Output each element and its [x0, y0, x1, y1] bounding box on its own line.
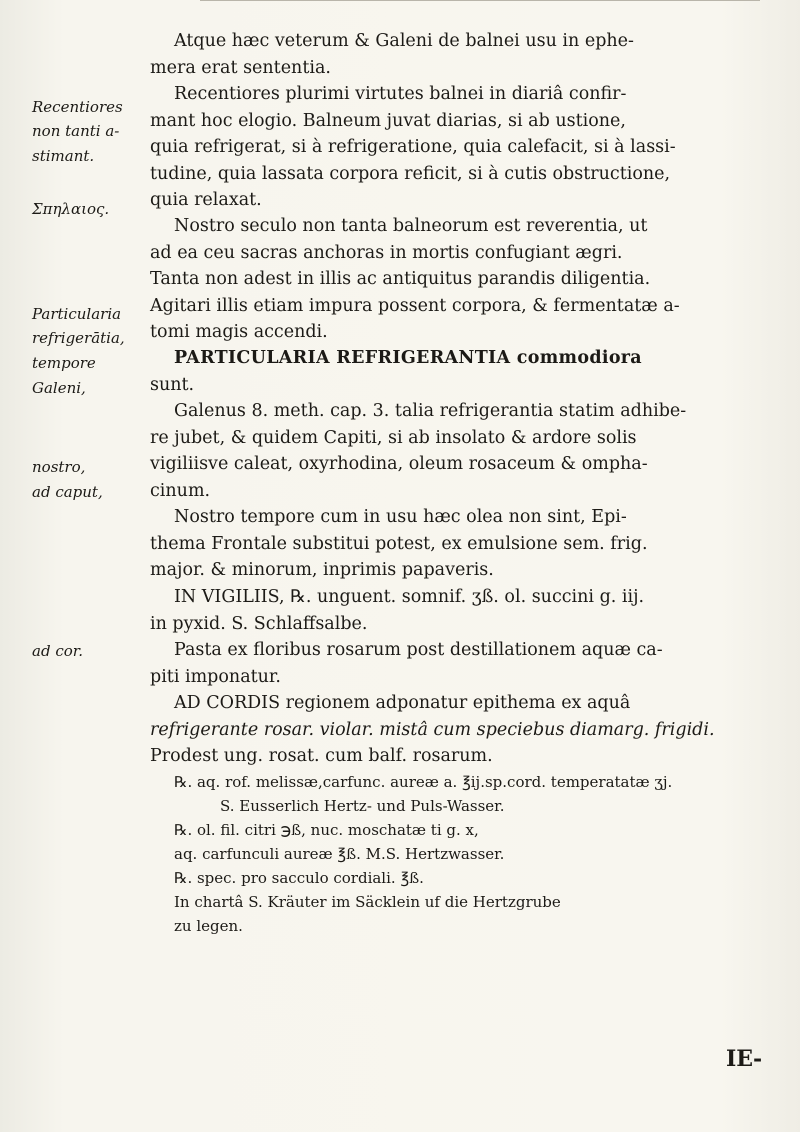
text-line: in pyxid. S. Schlaffsalbe. [150, 613, 368, 634]
text-line: vigiliisve caleat, oxyrhodina, oleum rosaceum & ompha- [150, 454, 648, 474]
paragraph-nostro-seculo [150, 213, 710, 346]
text-line: thema Frontale substitui potest, ex emulsione sem. frig. [150, 533, 648, 554]
text-line: piti imponatur. [150, 666, 281, 687]
text-line: Galenus 8. meth. cap. 3. talia refrigerantia statim adhibe- [174, 401, 687, 421]
margin-note-recentiores: Recentiores [32, 98, 123, 116]
recipe-line: ℞. aq. rof. melissæ,carfunc. aureæ a. ℥ij.sp.cord. temperatatæ ʒj. [174, 773, 673, 791]
recipes-cordial [150, 770, 710, 938]
margin-note-particularia: Particularia [32, 305, 122, 323]
text-line: refrigerante rosar. violar. mistâ cum speciebus diamarg. frigidi. [150, 719, 715, 740]
catchword: ΙΕ- [726, 1046, 763, 1072]
margin-note-ad-cor: ad cor. [32, 642, 84, 660]
text-line: Nostro seculo non tanta balneorum est reverentia, ut [174, 216, 648, 236]
text-line: Pasta ex floribus rosarum post destillationem aquæ ca- [174, 640, 663, 660]
paragraph-galenus [150, 398, 710, 504]
text-line: re jubet, & quidem Capiti, si ab insolato & ardore solis [150, 427, 637, 448]
margin-note-nostro: nostro, [32, 458, 86, 476]
recipe-line: In chartâ S. Kräuter im Säcklein uf die Hertzgrube [174, 893, 561, 911]
margin-note-non-tanti: non tanti a- [32, 122, 120, 140]
text-line: tomi magis accendi. [150, 322, 328, 342]
recipe-line: aq. carfunculi aureæ ℥ß. M.S. Hertzwasser. [174, 845, 505, 863]
margin-note-tempore: tempore [32, 354, 96, 372]
recipe-line: S. Eusserlich Hertz- und Puls-Wasser. [220, 797, 505, 815]
page-top-edge [200, 0, 760, 7]
margin-note-galeni: Galeni, [32, 379, 86, 397]
text-line: Tanta non adest in illis ac antiquitus parandis diligentia. [150, 269, 651, 289]
text-line: tudine, quia lassata corpora reficit, si à cutis obstructione, [150, 163, 671, 184]
margin-note-stimant: stimant. [32, 147, 95, 165]
margin-note-greek: Σπηλαιος. [32, 200, 110, 218]
text-line: quia relaxat. [150, 190, 262, 210]
paragraph-veterum [150, 28, 710, 81]
text-line: quia refrigerat, si à refrigeratione, quia calefacit, si à lassi- [150, 137, 676, 157]
text-line: mant hoc elogio. Balneum juvat diarias, si ab ustione, [150, 110, 626, 131]
text-line: IN VIGILIIS, ℞. unguent. somnif. ʒß. ol. succini g. iij. [174, 587, 645, 607]
paragraph-ad-cordis [150, 690, 715, 770]
recipe-vigiliis [150, 584, 710, 637]
paragraph-pasta [150, 637, 710, 690]
text-line: Agitari illis etiam impura possent corpora, & fermentatæ a- [150, 295, 680, 316]
text-line: major. & minorum, inprimis papaveris. [150, 560, 494, 580]
heading-continuation: sunt. [150, 374, 195, 395]
text-line: Atque hæc veterum & Galeni de balnei usu in ephe- [174, 31, 634, 51]
paragraph-recentiores [150, 81, 710, 214]
recipe-line: ℞. spec. pro sacculo cordiali. ℥ß. [174, 869, 424, 887]
section-heading [150, 345, 710, 398]
text-line: Nostro tempore cum in usu hæc olea non sint, Epi- [174, 507, 627, 527]
recipe-line: zu legen. [174, 917, 243, 935]
text-line: mera erat sententia. [150, 57, 331, 78]
text-line: ad ea ceu sacras anchoras in mortis confugiant ægri. [150, 242, 623, 263]
margin-note-refrigerantia: refrigerātia, [32, 329, 125, 347]
text-line: Prodest ung. rosat. cum balf. rosarum. [150, 746, 493, 766]
text-line: Recentiores plurimi virtutes balnei in diariâ confir- [174, 84, 627, 104]
paragraph-epithema [150, 504, 710, 584]
recipe-line: ℞. ol. fil. citri ℈ß, nuc. moschatæ ti g. x, [174, 821, 479, 839]
margin-note-ad-caput: ad caput, [32, 483, 103, 501]
heading-particularia: PARTICULARIA REFRIGERANTIA commodiora [174, 348, 642, 368]
text-line: AD CORDIS regionem adponatur epithema ex aquâ [174, 693, 631, 713]
text-line: cinum. [150, 480, 211, 501]
